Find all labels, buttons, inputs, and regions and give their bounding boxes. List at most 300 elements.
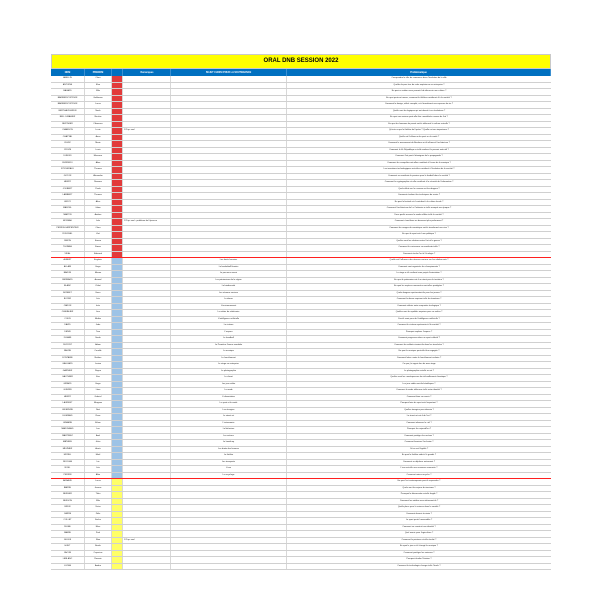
cell-group[interactable] [112, 330, 123, 336]
cell-group[interactable] [112, 544, 123, 550]
cell-remarque[interactable] [123, 440, 171, 446]
cell-problematique[interactable]: Comment la mode influence-t-elle notre identité ? [396, 389, 442, 391]
cell-nom[interactable]: FERRERO [51, 161, 85, 167]
cell-remarque[interactable] [123, 375, 171, 381]
cell-prenom[interactable]: Tom [85, 330, 112, 336]
cell-prenom[interactable]: Léa [85, 297, 112, 303]
cell-prenom[interactable]: Clara [85, 226, 112, 232]
cell-nom[interactable]: ANTOINE [51, 83, 85, 89]
cell-sujet[interactable] [171, 102, 287, 108]
cell-group[interactable] [112, 395, 123, 401]
cell-nom[interactable]: BERNARD [51, 278, 85, 284]
cell-nom[interactable]: LAMBERT [51, 193, 85, 199]
cell-remarque[interactable] [123, 239, 171, 245]
cell-nom[interactable]: GUERIN [51, 388, 85, 394]
cell-group[interactable] [112, 356, 123, 362]
cell-remarque[interactable] [123, 336, 171, 342]
cell-nom[interactable]: BONNET [51, 291, 85, 297]
cell-problematique[interactable]: Comment les médias nous informent-ils ? [399, 499, 439, 502]
cell-nom[interactable]: DAVID [51, 323, 85, 329]
cell-nom[interactable]: DUBOIS [51, 154, 85, 160]
cell-prenom[interactable]: Elise [85, 525, 112, 531]
cell-group[interactable] [112, 284, 123, 290]
cell-nom[interactable]: BARRE [51, 486, 85, 492]
cell-problematique[interactable]: Comment les conquêtes ont-elles contribué à l'essor de la musique ? [387, 161, 451, 164]
cell-nom[interactable]: THOMAS [51, 245, 85, 251]
cell-sujet[interactable] [171, 115, 287, 121]
cell-nom[interactable]: BALARD [51, 89, 85, 95]
cell-nom[interactable]: LUCAS [51, 564, 85, 570]
cell-group[interactable] [112, 408, 123, 414]
cell-remarque[interactable] [123, 271, 171, 277]
cell-prenom[interactable]: Paula [85, 187, 112, 193]
cell-nom[interactable]: MATHIEU [51, 440, 85, 446]
cell-sujet[interactable]: Les droits humains [171, 258, 287, 264]
cell-prenom[interactable]: Eva [85, 375, 112, 381]
cell-sujet[interactable] [171, 512, 287, 518]
cell-prenom[interactable]: Maël [85, 453, 112, 459]
cell-prenom[interactable]: Julien [85, 206, 112, 212]
cell-prenom[interactable]: Clémence [85, 122, 112, 128]
cell-problematique[interactable]: Pourquoi la démocratie est-elle fragile ? [400, 493, 438, 495]
cell-group[interactable] [112, 512, 123, 518]
cell-nom[interactable]: MOREL [51, 453, 85, 459]
cell-sujet[interactable]: La littérature [171, 427, 287, 433]
cell-sujet[interactable]: Le métier de vétérinaire [171, 310, 287, 316]
cell-sujet[interactable] [171, 557, 287, 563]
cell-problematique[interactable]: Le street art est-il de l'art ? [406, 415, 432, 417]
cell-nom[interactable]: CLERC [51, 141, 85, 147]
cell-remarque[interactable] [123, 492, 171, 498]
cell-sujet[interactable] [171, 551, 287, 557]
cell-nom[interactable]: BERGER [51, 492, 85, 498]
cell-remarque[interactable] [123, 557, 171, 563]
cell-nom[interactable]: GILLES [51, 538, 85, 544]
cell-nom[interactable]: DUMAS [51, 336, 85, 342]
cell-nom[interactable]: BOYER [51, 297, 85, 303]
cell-prenom[interactable]: Ambre [85, 564, 112, 570]
cell-group[interactable] [112, 421, 123, 427]
cell-sujet[interactable]: L'environnement [171, 304, 287, 310]
cell-sujet[interactable]: La photographie [171, 369, 287, 375]
cell-nom[interactable]: LEGRAND [51, 414, 85, 420]
cell-nom[interactable]: BARBIER-POITEVIN [51, 102, 85, 108]
cell-sujet[interactable]: Les océans [171, 434, 287, 440]
cell-remarque[interactable] [123, 564, 171, 570]
cell-prenom[interactable]: Hugo [85, 265, 112, 271]
cell-group[interactable] [112, 258, 123, 264]
cell-remarque[interactable] [123, 115, 171, 121]
cell-problematique[interactable]: Comment le mouvement du Bauhaus a-t-il influencé l'architecture ? [388, 142, 450, 144]
cell-remarque[interactable] [123, 460, 171, 466]
cell-group[interactable] [112, 245, 123, 251]
cell-problematique[interactable]: Comment bien se nourrir ? [406, 395, 432, 398]
cell-nom[interactable]: COLIN [51, 317, 85, 323]
cell-sujet[interactable]: Le sport et la santé [171, 401, 287, 407]
cell-problematique[interactable]: Comment lutter contre le harcèlement scolaire ? [396, 356, 442, 359]
cell-problematique[interactable]: En quoi le patrimoine est-il un atout pour le territoire ? [394, 278, 444, 281]
cell-prenom[interactable]: Alice [85, 200, 112, 206]
cell-problematique[interactable]: Comment sont organisés les championnats ? [398, 265, 440, 268]
cell-sujet[interactable] [171, 135, 287, 141]
cell-prenom[interactable]: Manon [85, 271, 112, 277]
cell-problematique[interactable]: Quelles énergies pour demain ? [404, 408, 434, 411]
cell-problematique[interactable]: Le stage a-t-il confirmé mon projet d'orientation ? [396, 272, 442, 274]
cell-prenom[interactable]: Rose [85, 414, 112, 420]
cell-group[interactable] [112, 141, 123, 147]
cell-problematique[interactable]: Comment l'art peut-il témoigner de la propagande ? [395, 155, 443, 157]
cell-nom[interactable]: NICOLAS [51, 460, 85, 466]
cell-problematique[interactable]: Où en est l'égalité ? [409, 447, 429, 450]
cell-group[interactable] [112, 219, 123, 225]
cell-sujet[interactable] [171, 525, 287, 531]
cell-sujet[interactable] [171, 206, 287, 212]
cell-group[interactable] [112, 122, 123, 128]
cell-remarque[interactable] [123, 167, 171, 173]
cell-remarque[interactable] [123, 96, 171, 102]
cell-nom[interactable]: MEUNIER [51, 447, 85, 453]
cell-remarque[interactable] [123, 512, 171, 518]
cell-sujet[interactable] [171, 89, 287, 95]
cell-remarque[interactable] [123, 245, 171, 251]
cell-group[interactable] [112, 291, 123, 297]
cell-group[interactable] [112, 109, 123, 115]
cell-prenom[interactable]: Milo [85, 89, 112, 95]
cell-sujet[interactable] [171, 239, 287, 245]
cell-group[interactable] [112, 310, 123, 316]
cell-sujet[interactable]: La Première Guerre mondiale [171, 343, 287, 349]
cell-prenom[interactable]: Margaux [85, 401, 112, 407]
cell-prenom[interactable]: Mila [85, 499, 112, 505]
cell-sujet[interactable]: Le cinéma [171, 323, 287, 329]
cell-group[interactable] [112, 115, 123, 121]
cell-nom[interactable]: SIMON [51, 239, 85, 245]
cell-remarque[interactable] [123, 317, 171, 323]
cell-prenom[interactable]: Jeanne [85, 486, 112, 492]
cell-problematique[interactable]: En quoi peut-on trouver, comment le théâtre contribue-t-il à la société ? [386, 96, 452, 99]
cell-remarque[interactable] [123, 206, 171, 212]
cell-group[interactable] [112, 538, 123, 544]
cell-group[interactable] [112, 180, 123, 186]
cell-problematique[interactable]: Quels effets sur le cerveau ont les drogues ? [398, 187, 440, 190]
cell-nom[interactable]: BELLO-MAHIER [51, 115, 85, 121]
cell-group[interactable] [112, 83, 123, 89]
cell-nom[interactable]: JOUBERT [51, 187, 85, 193]
cell-problematique[interactable]: En quoi le théâtre aide-t-il à grandir ? [401, 454, 437, 456]
cell-prenom[interactable]: Zélie [85, 512, 112, 518]
cell-remarque[interactable] [123, 388, 171, 394]
cell-nom[interactable]: MARTIN [51, 213, 85, 219]
cell-group[interactable] [112, 499, 123, 505]
cell-problematique[interactable]: Comment devenir écrivain ? [406, 512, 432, 515]
cell-group[interactable] [112, 128, 123, 134]
cell-sujet[interactable]: Le parcours avenir [171, 271, 287, 277]
cell-sujet[interactable] [171, 83, 287, 89]
cell-group[interactable] [112, 317, 123, 323]
cell-group[interactable] [112, 505, 123, 511]
cell-group[interactable] [112, 453, 123, 459]
cell-sujet[interactable] [171, 193, 287, 199]
cell-problematique[interactable]: En quoi une maison peut-elle être considérée comme de l'art ? [390, 116, 448, 118]
cell-remarque[interactable] [123, 122, 171, 128]
cell-group[interactable] [112, 265, 123, 271]
cell-sujet[interactable] [171, 518, 287, 524]
cell-sujet[interactable] [171, 479, 287, 485]
cell-nom[interactable]: CARON [51, 304, 85, 310]
cell-problematique[interactable]: Comment la peinture a-t-elle évolué ? [401, 538, 437, 541]
cell-prenom[interactable]: Noé [85, 408, 112, 414]
cell-problematique[interactable]: Pourquoi lire aujourd'hui ? [406, 428, 432, 430]
cell-nom[interactable]: CARRE [51, 512, 85, 518]
cell-sujet[interactable]: Les transports [171, 460, 287, 466]
cell-remarque[interactable] [123, 304, 171, 310]
cell-prenom[interactable]: Noah [85, 109, 112, 115]
cell-nom[interactable]: ABELLIN [51, 76, 85, 82]
cell-group[interactable] [112, 89, 123, 95]
cell-nom[interactable]: MARCHAND [51, 427, 85, 433]
cell-sujet[interactable]: Les droits des femmes [171, 447, 287, 453]
cell-prenom[interactable]: Eugénie [85, 258, 112, 264]
cell-nom[interactable]: MARTINEZ [51, 434, 85, 440]
cell-remarque[interactable] [123, 323, 171, 329]
cell-nom[interactable]: BARON [51, 271, 85, 277]
cell-remarque[interactable]: 1/2 tps seul - problème de l'épreuve [123, 219, 171, 225]
cell-problematique[interactable]: Quelle est l'influence des réseaux sociaux sur les adolescents ? [389, 259, 449, 261]
cell-remarque[interactable] [123, 473, 171, 479]
cell-remarque[interactable] [123, 102, 171, 108]
cell-group[interactable] [112, 388, 123, 394]
cell-remarque[interactable] [123, 401, 171, 407]
cell-nom[interactable]: COLLET [51, 518, 85, 524]
cell-prenom[interactable]: Thomas [85, 193, 112, 199]
cell-group[interactable] [112, 440, 123, 446]
cell-remarque[interactable] [123, 551, 171, 557]
cell-nom[interactable]: ALBERT [51, 258, 85, 264]
cell-group[interactable] [112, 174, 123, 180]
cell-sujet[interactable] [171, 174, 287, 180]
cell-problematique[interactable]: Comment progresser dans un sport collectif ? [398, 337, 440, 339]
cell-sujet[interactable]: Les énergies [171, 408, 287, 414]
cell-prenom[interactable]: Guillaume [85, 96, 112, 102]
cell-remarque[interactable] [123, 518, 171, 524]
cell-problematique[interactable]: Quelles leçons tirer de cette expérience en entreprise ? [393, 83, 445, 86]
cell-group[interactable] [112, 148, 123, 154]
cell-remarque[interactable] [123, 76, 171, 82]
cell-problematique[interactable]: Comprendre le rôle du commerce dans l'évolution de la ville [391, 77, 447, 79]
cell-problematique[interactable]: Comment la cryptographie a-t-elle contribué à la sécurité de l'information ? [384, 181, 454, 183]
cell-sujet[interactable] [171, 161, 287, 167]
cell-problematique[interactable]: Quels sont les enjeux du tourisme ? [402, 486, 436, 489]
cell-remarque[interactable] [123, 531, 171, 537]
cell-nom[interactable]: BARBIER-POITEVIN [51, 96, 85, 102]
cell-nom[interactable]: DENIS [51, 330, 85, 336]
cell-sujet[interactable] [171, 213, 287, 219]
cell-sujet[interactable]: Le handicap [171, 440, 287, 446]
cell-prenom[interactable]: Andrea [85, 213, 112, 219]
cell-prenom[interactable]: Mathis [85, 317, 112, 323]
cell-prenom[interactable]: Adam [85, 343, 112, 349]
cell-remarque[interactable] [123, 154, 171, 160]
cell-nom[interactable]: GAUTHIER [51, 375, 85, 381]
cell-nom[interactable]: GUYON [51, 174, 85, 180]
cell-remarque[interactable] [123, 109, 171, 115]
cell-problematique[interactable]: Comment protéger les animaux ? [403, 551, 435, 554]
cell-remarque[interactable] [123, 505, 171, 511]
cell-problematique[interactable]: Comment réduire notre empreinte écologique ? [397, 304, 441, 307]
cell-remarque[interactable] [123, 89, 171, 95]
cell-sujet[interactable] [171, 109, 287, 115]
cell-problematique[interactable]: En quoi ce métier nous permet-il de découvrir une culture ? [391, 90, 447, 92]
cell-remarque[interactable] [123, 180, 171, 186]
cell-remarque[interactable] [123, 284, 171, 290]
cell-remarque[interactable] [123, 83, 171, 89]
cell-group[interactable] [112, 460, 123, 466]
cell-nom[interactable]: LEFEBVRE [51, 408, 85, 414]
cell-problematique[interactable]: Comment le design, utilisé complet, a-t-il transformé nos espaces de vie ? [384, 103, 454, 105]
cell-sujet[interactable]: Le climat [171, 375, 287, 381]
cell-group[interactable] [112, 492, 123, 498]
cell-group[interactable] [112, 135, 123, 141]
cell-sujet[interactable] [171, 128, 287, 134]
cell-problematique[interactable]: Quelle sont les logiques qui ont abouti à ces évolutions ? [392, 109, 446, 112]
cell-remarque[interactable] [123, 356, 171, 362]
cell-nom[interactable]: DUPONT [51, 343, 85, 349]
cell-problematique[interactable]: En quoi les hommes du passé ont-ils influencé la culture actuelle ? [388, 122, 450, 125]
cell-prenom[interactable]: Lucas [85, 479, 112, 485]
cell-group[interactable] [112, 252, 123, 258]
cell-group[interactable] [112, 382, 123, 388]
cell-remarque[interactable] [123, 226, 171, 232]
cell-sujet[interactable]: La musique [171, 349, 287, 355]
cell-prenom[interactable]: Rayan [85, 369, 112, 375]
cell-sujet[interactable] [171, 531, 287, 537]
cell-prenom[interactable]: Nathan [85, 356, 112, 362]
cell-prenom[interactable]: Simon [85, 245, 112, 251]
cell-group[interactable] [112, 518, 123, 524]
cell-group[interactable] [112, 466, 123, 472]
cell-remarque[interactable] [123, 193, 171, 199]
cell-prenom[interactable]: Sarah [85, 336, 112, 342]
cell-prenom[interactable]: Clara [85, 76, 112, 82]
cell-nom[interactable]: ARNAUD [51, 479, 85, 485]
cell-group[interactable] [112, 154, 123, 160]
cell-prenom[interactable]: Nicolas [85, 115, 112, 121]
cell-prenom[interactable]: Enzo [85, 291, 112, 297]
cell-nom[interactable]: CHANSON [51, 128, 85, 134]
cell-prenom[interactable]: Anna [85, 135, 112, 141]
cell-group[interactable] [112, 96, 123, 102]
cell-remarque[interactable] [123, 349, 171, 355]
cell-nom[interactable]: FABRE [51, 531, 85, 537]
cell-problematique[interactable]: En quoi le jazz a-t-il changé la musique ? [400, 545, 438, 547]
cell-sujet[interactable] [171, 499, 287, 505]
cell-remarque[interactable] [123, 278, 171, 284]
cell-prenom[interactable]: Maxence [85, 154, 112, 160]
cell-remarque[interactable] [123, 499, 171, 505]
cell-problematique[interactable]: En quoi l'art contemporain peut-il surprendre ? [397, 480, 441, 482]
cell-nom[interactable]: GARNIER [51, 369, 85, 375]
cell-group[interactable] [112, 479, 123, 485]
table-row[interactable] [51, 564, 551, 571]
cell-remarque[interactable] [123, 479, 171, 485]
cell-problematique[interactable]: Comment la technologie change-t-elle l'école ? [397, 564, 441, 567]
cell-problematique[interactable]: Quel avenir pour l'agriculture ? [404, 532, 434, 534]
cell-problematique[interactable]: Comment l'architecture de Le Corbusier a-t-elle marqué son époque ? [386, 207, 452, 209]
cell-sujet[interactable] [171, 141, 287, 147]
cell-problematique[interactable]: Faut-il avoir peur de l'intelligence artificielle ? [398, 317, 440, 320]
cell-prenom[interactable]: Capucine [85, 551, 112, 557]
cell-problematique[interactable]: Comment la Ve République a-t-elle renforcé le pouvoir exécutif ? [389, 148, 449, 151]
cell-sujet[interactable]: Les patrimoines de la région [171, 278, 287, 284]
cell-prenom[interactable]: Alexandre [85, 174, 112, 180]
cell-nom[interactable]: MOREAU [51, 219, 85, 225]
cell-prenom[interactable]: Nina [85, 538, 112, 544]
cell-prenom[interactable]: Lucie [85, 128, 112, 134]
cell-sujet[interactable]: Le basketball féminin [171, 265, 287, 271]
cell-problematique[interactable]: Pourquoi explorer l'espace ? [405, 330, 433, 333]
cell-nom[interactable]: DUVAL [51, 525, 85, 531]
cell-nom[interactable]: CROZE [51, 148, 85, 154]
cell-remarque[interactable] [123, 148, 171, 154]
cell-prenom[interactable]: Louise [85, 362, 112, 368]
cell-remarque[interactable] [123, 447, 171, 453]
cell-problematique[interactable]: Comment se manifeste la passion pour le football dans la société ? [388, 174, 450, 177]
cell-group[interactable] [112, 278, 123, 284]
cell-group[interactable] [112, 213, 123, 219]
cell-remarque[interactable] [123, 297, 171, 303]
cell-sujet[interactable]: La biodiversité [171, 284, 287, 290]
cell-group[interactable] [112, 102, 123, 108]
cell-problematique[interactable]: Ce que j'ai appris lors de mon stage [402, 363, 436, 365]
cell-remarque[interactable] [123, 187, 171, 193]
cell-sujet[interactable] [171, 187, 287, 193]
cell-nom[interactable]: BERTHIER [51, 122, 85, 128]
cell-group[interactable] [112, 336, 123, 342]
cell-remarque[interactable] [123, 213, 171, 219]
cell-sujet[interactable]: La mode [171, 388, 287, 394]
cell-problematique[interactable]: Pourquoi étudier l'histoire ? [406, 558, 432, 560]
cell-sujet[interactable] [171, 544, 287, 550]
cell-sujet[interactable] [171, 252, 287, 258]
cell-group[interactable] [112, 434, 123, 440]
cell-nom[interactable]: ALLAIN [51, 265, 85, 271]
cell-problematique[interactable]: Quelles sont les qualités requises pour ce métier ? [395, 311, 443, 313]
cell-prenom[interactable]: Théo [85, 492, 112, 498]
cell-group[interactable] [112, 557, 123, 563]
cell-nom[interactable]: CHEVALIER [51, 310, 85, 316]
cell-remarque[interactable] [123, 453, 171, 459]
cell-group[interactable] [112, 304, 123, 310]
cell-prenom[interactable]: Marie [85, 141, 112, 147]
cell-nom[interactable]: FITZGERALD [51, 167, 85, 173]
cell-sujet[interactable]: Le théâtre [171, 453, 287, 459]
cell-remarque[interactable] [123, 135, 171, 141]
cell-prenom[interactable]: Ethan [85, 421, 112, 427]
cell-remarque[interactable] [123, 408, 171, 414]
cell-remarque[interactable] [123, 252, 171, 258]
cell-remarque[interactable]: 1/2 tps seul [123, 128, 171, 134]
cell-problematique[interactable]: Quelles sont les relations entre l'art et la guerre ? [396, 239, 442, 242]
cell-remarque[interactable] [123, 200, 171, 206]
cell-sujet[interactable] [171, 232, 287, 238]
cell-prenom[interactable]: Jules [85, 440, 112, 446]
cell-prenom[interactable]: Jade [85, 323, 112, 329]
cell-problematique[interactable]: Comment favoriser l'inclusion ? [404, 441, 434, 443]
cell-nom[interactable]: ROUSSEL [51, 232, 85, 238]
cell-problematique[interactable]: Comment observer le ciel ? [406, 421, 432, 424]
cell-nom[interactable]: HENRY [51, 395, 85, 401]
cell-sujet[interactable]: Le stage en entreprise [171, 362, 287, 368]
